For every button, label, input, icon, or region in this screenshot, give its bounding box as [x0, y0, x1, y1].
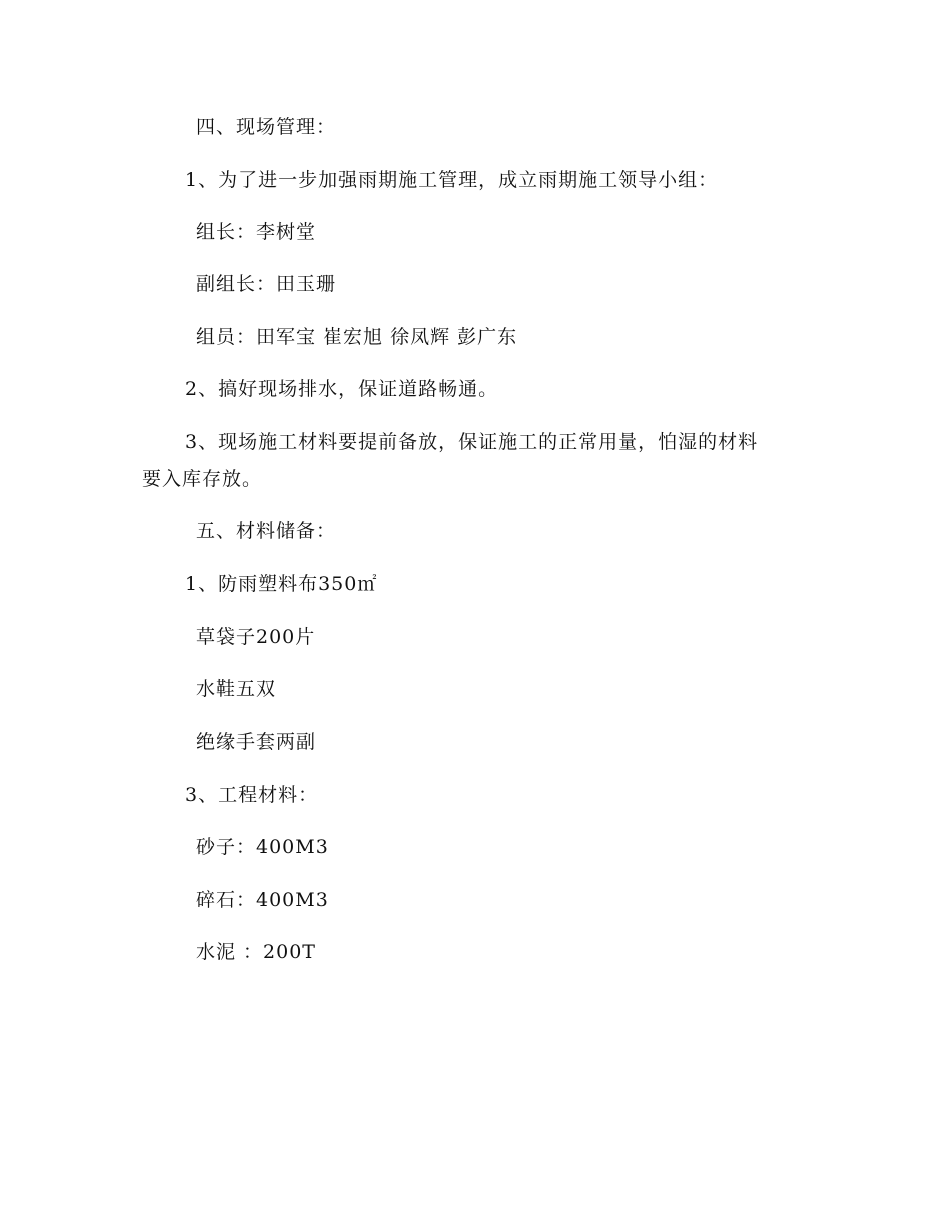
deputy-leader-line: 副组长：田玉珊: [196, 273, 337, 295]
section-heading-site-management: 四、现场管理：: [196, 116, 337, 138]
material-gravel: 碎石：400M3: [196, 889, 329, 911]
section-heading-materials: 五、材料储备：: [196, 520, 337, 542]
material-straw-bags: 草袋子200片: [196, 626, 316, 648]
paragraph-item-2: 2、搞好现场排水，保证道路畅通。: [185, 378, 499, 400]
engineering-materials-heading: 3、工程材料：: [185, 784, 319, 806]
material-insulated-gloves: 绝缘手套两副: [196, 731, 317, 753]
members-line: 组员：田军宝 崔宏旭 徐凤辉 彭广东: [196, 326, 518, 348]
paragraph-item-3-line-1: 3、现场施工材料要提前备放，保证施工的正常用量，怕湿的材料: [185, 431, 759, 453]
material-sand: 砂子：400M3: [196, 836, 329, 858]
material-rain-cloth: 1、防雨塑料布350㎡: [185, 573, 378, 595]
paragraph-item-3-line-2: 要入库存放。: [142, 468, 263, 490]
leader-line: 组长：李树堂: [196, 221, 317, 243]
material-cement: 水泥 ：200T: [196, 941, 316, 963]
paragraph-item-1: 1、为了进一步加强雨期施工管理，成立雨期施工领导小组：: [185, 169, 719, 191]
material-water-shoes: 水鞋五双: [196, 678, 277, 700]
